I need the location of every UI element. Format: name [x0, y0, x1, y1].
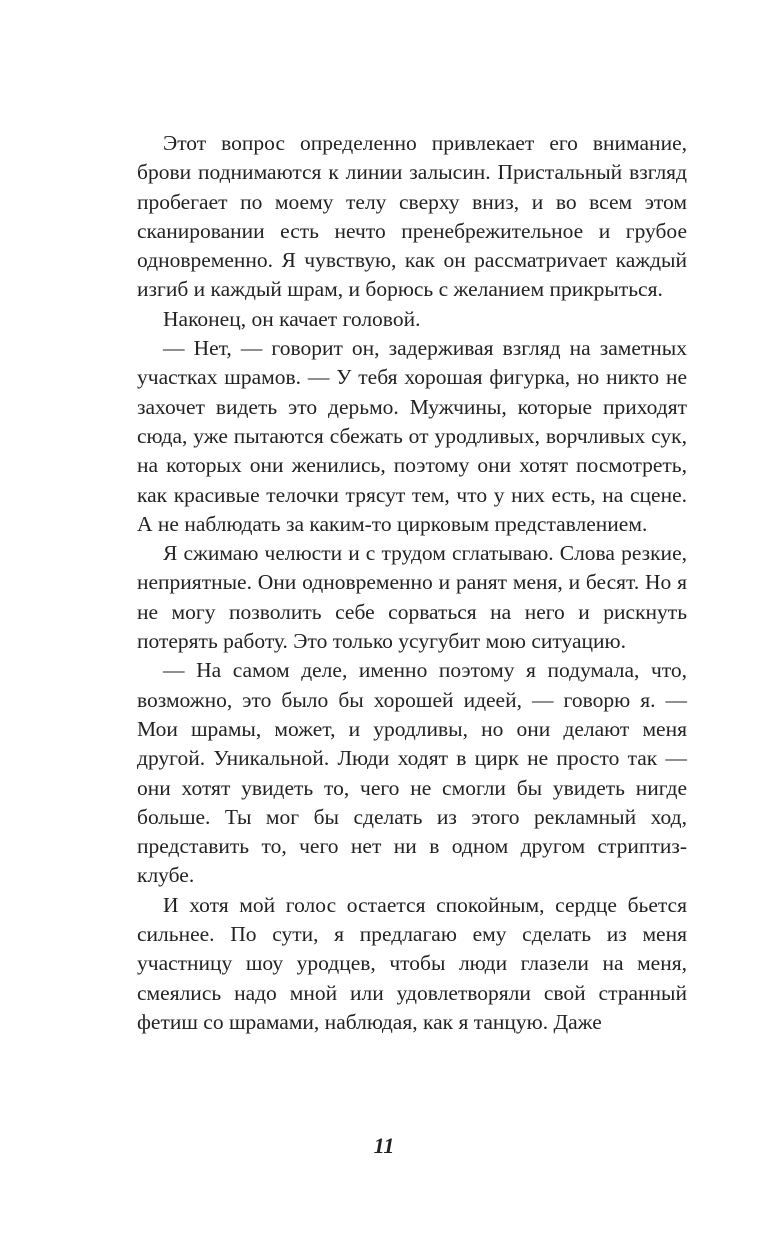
- body-text: [137, 129, 687, 1037]
- paragraph: — На самом деле, именно поэтому я подумала, что, возможно, это было бы хорошей идеей, — говорю я. — Мои шрамы, может, и уродливы, но они делают меня другой. Уникальной. Люди ходят в цирк не просто так — они хотят увидеть то, чего не смогли бы увидеть нигде больше. Ты мог бы сделать из этого рекламный ход, представить то, чего нет ни в одном другом стриптиз-клубе.: [137, 658, 687, 888]
- paragraph: Этот вопрос определенно привлекает его внимание, брови поднимаются к линии залысин. Пристальный взгляд пробегает по моему телу сверху вниз, и во всем этом сканировании есть нечто пренебрежительное и грубое одновременно. Я чувствую, как он рассматриvает каждый изгиб и каждый шрам, и борюсь с желанием прикрыться.: [137, 131, 687, 302]
- paragraph: Я сжимаю челюсти и с трудом сглатываю. Слова резкие, неприятные. Они одновременно и ранят меня, и бесят. Но я не могу позволить себе сорваться на него и рискнуть потерять работу. Это только усугубит мою ситуацию.: [137, 541, 687, 654]
- paragraph: И хотя мой голос остается спокойным, сердце бьется сильнее. По сути, я предлагаю ему сделать из меня участницу шоу уродцев, чтобы люди глазели на меня, смеялись надо мной или удовлетворяли свой странный фетиш со шрамами, наблюдая, как я танцую. Даже: [137, 892, 687, 1034]
- paragraph: Наконец, он качает головой.: [163, 306, 421, 331]
- paragraph: — Нет, — говорит он, задерживая взгляд на заметных участках шрамов. — У тебя хорошая фигурка, но никто не захочет видеть это дерьмо. Мужчины, которые приходят сюда, уже пытаются сбежать от уродливых, ворчливых сук, на которых они женились, поэтому они хотят посмотреть, как красивые телочки трясут тем, что у них есть, на сцене. А не наблюдать за каким-то цирковым представлением.: [137, 336, 687, 536]
- page-number: 11: [373, 1133, 395, 1158]
